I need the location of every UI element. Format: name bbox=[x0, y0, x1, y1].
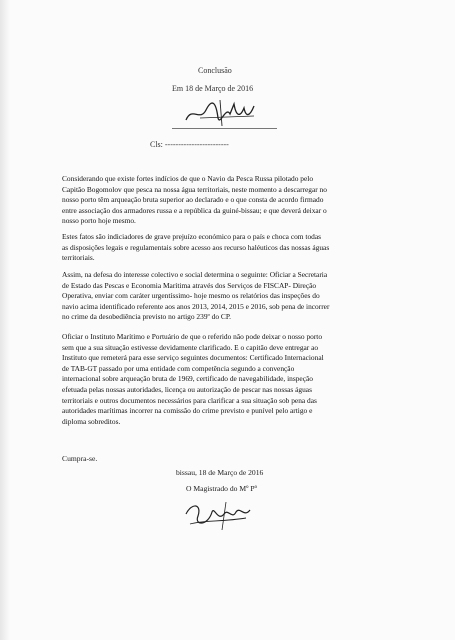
paragraph-line: territoriais. bbox=[62, 253, 95, 263]
magistrado-label: O Magistrado do Mº Pº bbox=[186, 484, 257, 493]
paragraph-2 bbox=[62, 232, 397, 264]
paragraph-line: territoriais e outros documentos necessários para clarificar a sua situação sob pena das bbox=[62, 395, 317, 405]
paragraph-line: nosso porto hoje mesmo. bbox=[62, 216, 136, 226]
magistrado-signature bbox=[178, 496, 268, 536]
paragraph-1 bbox=[62, 174, 397, 227]
paragraph-line: no crime da desobediência previsto no artigo 239º do CP. bbox=[62, 312, 231, 322]
paragraph-line: Assim, na defesa do interesse colectivo e social determina o seguinte: Oficiar a Secretaria bbox=[62, 270, 328, 279]
paragraph-line: de Estado das Pescas e Economia Marítima através dos Serviços de FISCAP- Direção bbox=[62, 280, 317, 290]
header-date: Em 18 de Março de 2016 bbox=[172, 84, 254, 93]
paragraph-line: sem que a sua situação estivesse devidamente clarificado. E o capitão deve entregar ao bbox=[62, 342, 319, 352]
paragraph-line: Estes fatos são indiciadores de grave prejuízo económico para o país e choca com todas bbox=[62, 232, 321, 241]
paragraph-line: Capitão Bogomolov que pesca na nossa água territoriais, neste momento a descarregar no bbox=[62, 184, 327, 194]
paragraph-line: nosso porto têm arqueação bruta superior ao declarado e o que consta de acordo firmado bbox=[62, 195, 324, 205]
paragraph-line: entre associação dos armadores russa e a república da guiné-bissau; e que deverá deixar o bbox=[62, 205, 327, 215]
cumpra-se: Cumpra-se. bbox=[62, 454, 98, 463]
signature-line bbox=[172, 128, 277, 129]
top-signature bbox=[180, 96, 270, 132]
paragraph-line: Operativa, enviar com caráter urgentíssimo- hoje mesmo os relatórios das inspeções do bbox=[62, 291, 320, 301]
paragraph-line: autoridades marítimas incorrer na comissão do crime previsto e punível pelo artigo e bbox=[62, 406, 313, 416]
paragraph-3 bbox=[62, 270, 397, 323]
conclusao-label: Conclusão bbox=[198, 66, 232, 75]
paragraph-line: Oficiar o Instituto Marítimo e Portuário de que o referido não pode deixar o nosso porto bbox=[62, 332, 323, 341]
cls-line: Cls: ------------------------ bbox=[150, 140, 229, 149]
paragraph-4 bbox=[62, 332, 397, 427]
paragraph-line: navio acima identificado referente aos anos 2013, 2014, 2015 e 2016, sob pena de incorrer bbox=[62, 301, 330, 311]
paragraph-line: diploma sobreditos. bbox=[62, 416, 121, 426]
closing-place-date: bissau, 18 de Março de 2016 bbox=[176, 468, 264, 477]
scan-edge-shadow bbox=[0, 0, 10, 640]
paragraph-line: efetuada pelas nossas autoridades, licença ou autorização de pescar nas nossas águas bbox=[62, 384, 312, 394]
paragraph-line: internacional sobre arqueação bruta de 1969, certificado de navegabilidade, inspeção bbox=[62, 374, 313, 384]
paragraph-line: Considerando que existe fortes indícios de que o Navio da Pesca Russa pilotado pelo bbox=[62, 174, 314, 183]
paragraph-line: as disposições legais e regulamentais sobre acesso aos recurso haléuticos das nossas águas bbox=[62, 242, 330, 252]
paragraph-line: Instituto que remeterá para esse serviço seguintes documentos: Certificado Internacional bbox=[62, 353, 324, 363]
paragraph-line: de TAB-GT passado por uma entidade com competência segundo a convenção bbox=[62, 363, 295, 373]
